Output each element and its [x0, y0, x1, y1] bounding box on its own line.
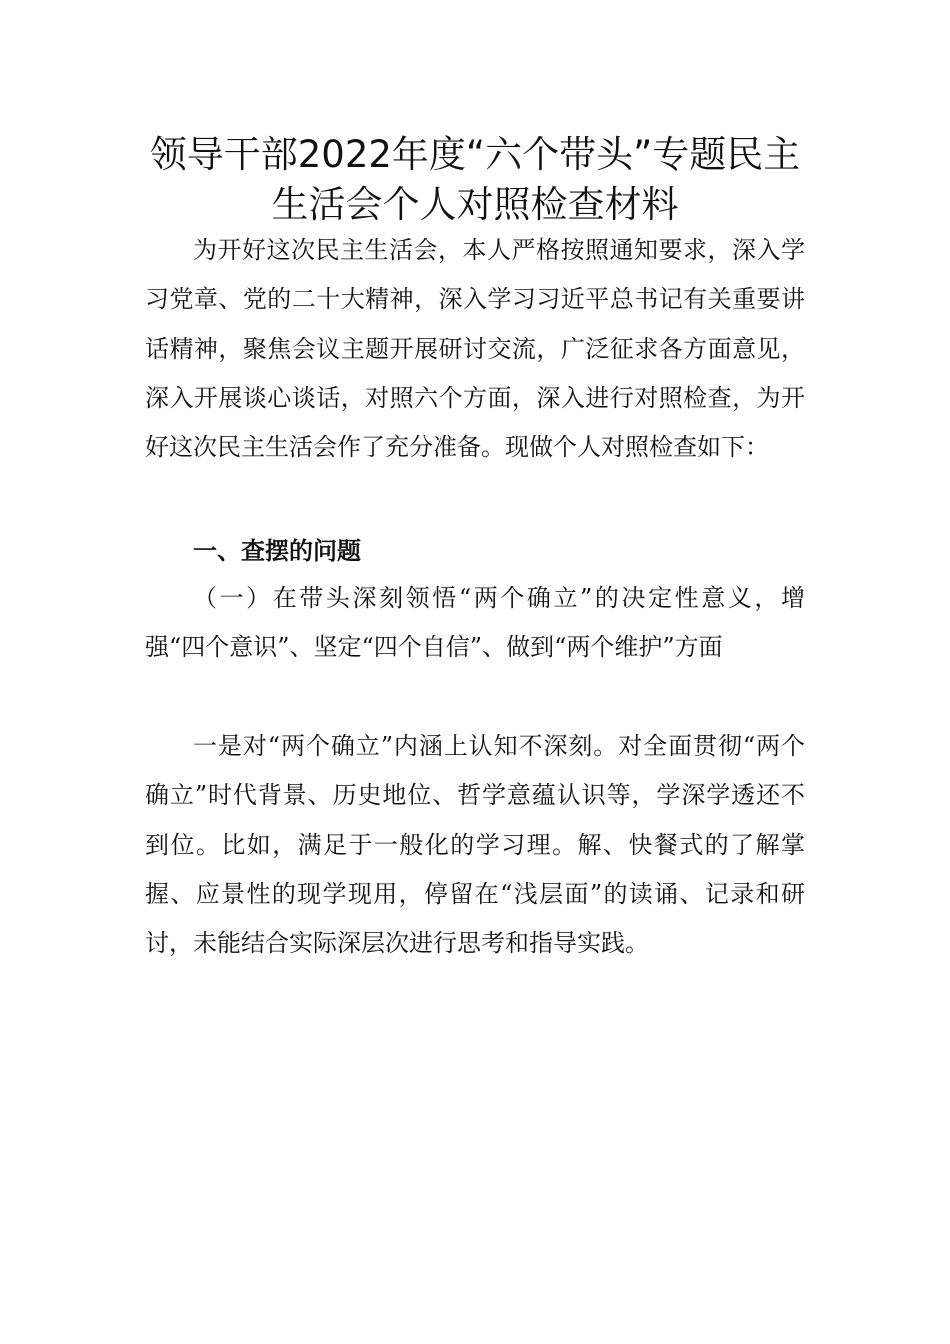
document-title-line-2: 生活会个人对照检查材料: [271, 183, 679, 226]
subsection-heading-two-establishments: （一）在带头深刻领悟“两个确立”的决定性意义，增强“四个意识”、坚定“四个自信”、做到“两个维护”方面: [145, 584, 805, 662]
point-one-paragraph: 一是对“两个确立”内涵上认知不深刻。对全面贯彻“两个确立”时代背景、历史地位、哲学意蕴认识等，学深学透还不到位。比如，满足于一般化的学习理。解、快餐式的了解掌握、应景性的现学现用，停留在“浅层面”的读诵、记录和研讨，未能结合实际深层次进行思考和指导实践。: [145, 732, 805, 958]
section-heading-problems: 一、查摆的问题: [193, 537, 361, 565]
document-title-line-1: 领导干部2022年度“六个带头”专题民主: [149, 133, 801, 176]
intro-paragraph: 为开好这次民主生活会，本人严格按照通知要求，深入学习党章、党的二十大精神，深入学习习近平总书记有关重要讲话精神，聚焦会议主题开展研讨交流，广泛征求各方面意见，深入开展谈心谈话，对照六个方面，深入进行对照检查，为开好这次民主生活会作了充分准备。现做个人对照检查如下：: [145, 236, 805, 462]
